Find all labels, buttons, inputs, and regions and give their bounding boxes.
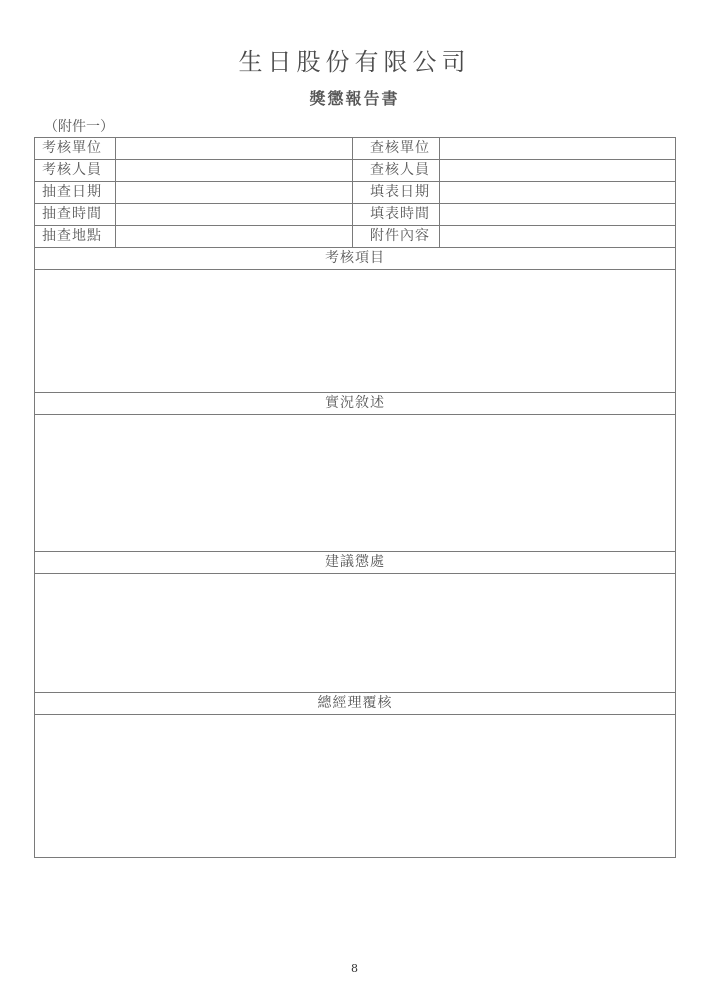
recommended-penalty-title: 建議懲處: [35, 552, 676, 574]
check-location-label: 抽查地點: [35, 226, 116, 248]
form-row-check-location: [35, 226, 676, 248]
document-title: 獎懲報告書: [309, 89, 400, 108]
section-header-gm-review: [35, 693, 676, 715]
audit-unit-field[interactable]: [440, 138, 676, 160]
section-header-assessment-items: [35, 248, 676, 270]
inspection-staff-field[interactable]: [116, 160, 353, 182]
inspection-staff-label: 考核人員: [35, 160, 116, 182]
situation-description-field[interactable]: [35, 415, 676, 552]
section-header-recommendation: [35, 552, 676, 574]
inspection-unit-field[interactable]: [116, 138, 353, 160]
audit-staff-field[interactable]: [440, 160, 676, 182]
check-date-label: 抽查日期: [35, 182, 116, 204]
assessment-items-field[interactable]: [35, 270, 676, 393]
attachment-content-label: 附件內容: [353, 226, 440, 248]
fill-time-field[interactable]: [440, 204, 676, 226]
form-row-inspection-unit: [35, 138, 676, 160]
section-body-assessment-items: [35, 270, 676, 393]
gm-review-title: 總經理覆核: [35, 693, 676, 715]
section-header-situation: [35, 393, 676, 415]
check-time-label: 抽查時間: [35, 204, 116, 226]
situation-description-title: 實況敘述: [35, 393, 676, 415]
audit-unit-label: 查核單位: [353, 138, 440, 160]
check-time-field[interactable]: [116, 204, 353, 226]
attachment-label: （附件一）: [44, 119, 114, 135]
inspection-unit-label: 考核單位: [35, 138, 116, 160]
fill-date-field[interactable]: [440, 182, 676, 204]
form-row-inspection-staff: [35, 160, 676, 182]
form-row-check-time: [35, 204, 676, 226]
check-location-field[interactable]: [116, 226, 353, 248]
fill-time-label: 填表時間: [353, 204, 440, 226]
company-name: 生日股份有限公司: [238, 48, 471, 76]
assessment-items-title: 考核項目: [35, 248, 676, 270]
section-body-gm-review: [35, 715, 676, 858]
audit-staff-label: 查核人員: [353, 160, 440, 182]
gm-review-field[interactable]: [35, 715, 676, 858]
section-body-recommendation: [35, 574, 676, 693]
recommended-penalty-field[interactable]: [35, 574, 676, 693]
section-body-situation: [35, 415, 676, 552]
check-date-field[interactable]: [116, 182, 353, 204]
fill-date-label: 填表日期: [353, 182, 440, 204]
form-row-check-date: [35, 182, 676, 204]
report-form-table: [34, 137, 676, 858]
attachment-content-field[interactable]: [440, 226, 676, 248]
page-number: 8: [351, 962, 358, 975]
